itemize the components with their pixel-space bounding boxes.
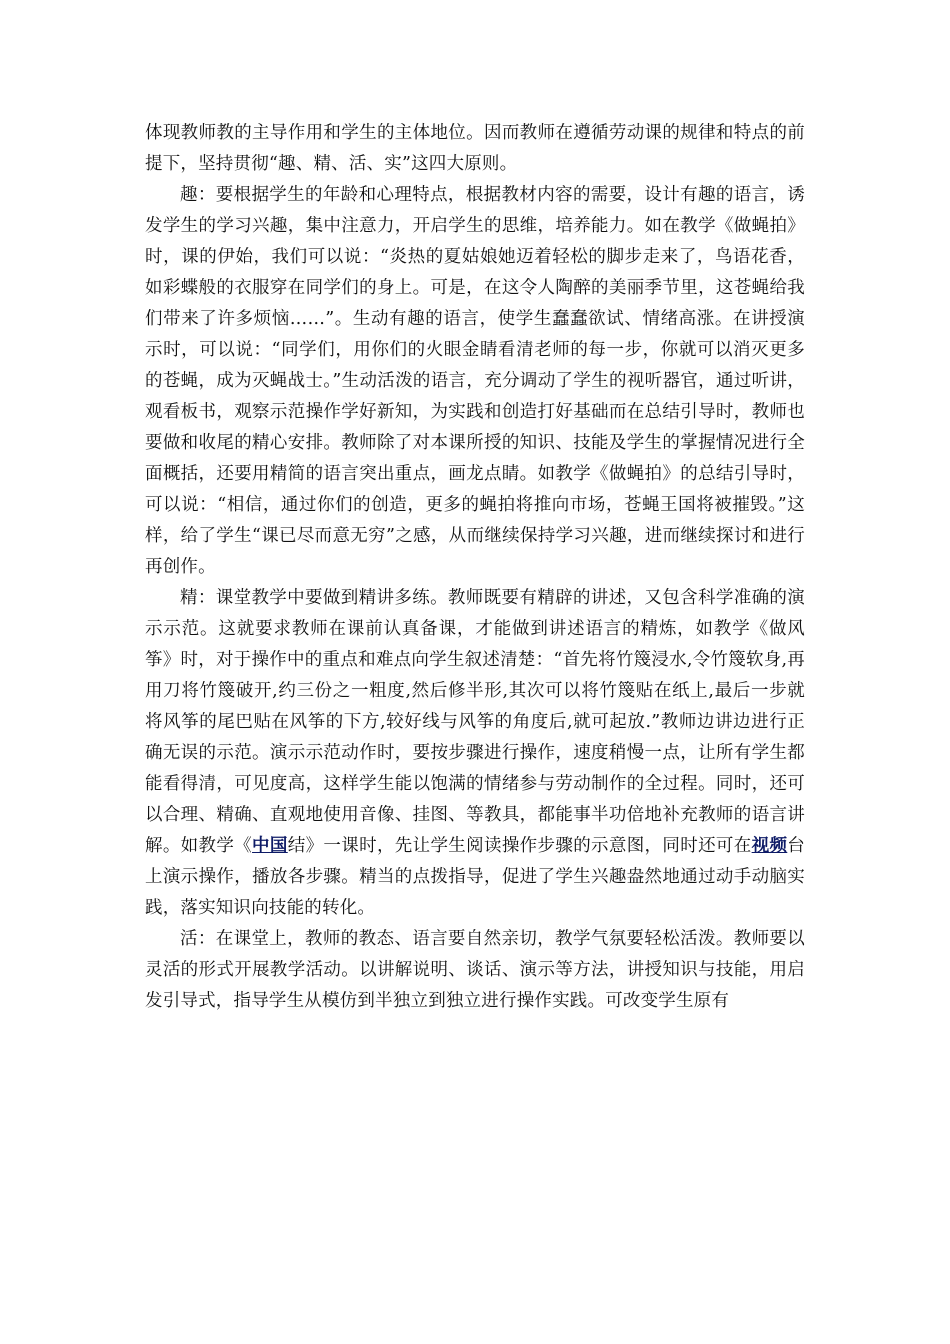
link-zhongguo[interactable]: 中国 xyxy=(252,836,288,856)
paragraph-intro xyxy=(145,118,805,180)
link-shipin[interactable]: 视频 xyxy=(751,836,788,856)
paragraph-qu xyxy=(145,180,805,583)
paragraph-text: 活：在课堂上，教师的教态、语言要自然亲切，教学气氛要轻松活泼。教师要以灵活的形式开展教学活动。以讲解说明、谈话、演示等方法，讲授知识与技能，用启发引导式，指导学生从模仿到半独立到独立进行操作实践。可改变学生原有 xyxy=(145,929,805,1011)
document-body xyxy=(145,118,805,1017)
paragraph-text: 精：课堂教学中要做到精讲多练。教师既要有精辟的讲述，又包含科学准确的演示示范。这就要求教师在课前认真备课，才能做到讲述语言的精炼，如教学《做风筝》时，对于操作中的重点和难点向学生叙述清楚：“首先将竹篾浸水,令竹篾软身,再用刀将竹篾破开,约三份之一粗度,然后修半形,其次可以将竹篾贴在纸上,最后一步就将风筝的尾巴贴在风筝的下方,较好线与风筝的角度后,就可起放.”教师边讲边进行正确无误的示范。演示示范动作时，要按步骤进行操作，速度稍慢一点，让所有学生都能看得清，可见度高，这样学生能以饱满的情绪参与劳动制作的全过程。同时，还可以合理、精确、直观地使用音像、挂图、等教具，都能事半功倍地补充教师的语言讲解。如教学《 xyxy=(145,588,805,856)
paragraph-jing xyxy=(145,583,805,924)
paragraph-huo xyxy=(145,924,805,1017)
paragraph-text: 体现教师教的主导作用和学生的主体地位。因而教师在遵循劳动课的规律和特点的前提下，坚持贯彻“趣、精、活、实”这四大原则。 xyxy=(145,123,805,174)
paragraph-text: 趣：要根据学生的年龄和心理特点，根据教材内容的需要，设计有趣的语言，诱发学生的学习兴趣，集中注意力，开启学生的思维，培养能力。如在教学《做蝇拍》时，课的伊始，我们可以说：“炎热的夏姑娘她迈着轻松的脚步走来了，鸟语花香，如彩蝶般的衣服穿在同学们的身上。可是，在这令人陶醉的美丽季节里，这苍蝇给我们带来了许多烦恼……”。生动有趣的语言，使学生蠢蠢欲试、情绪高涨。在讲授演示时，可以说：“同学们，用你们的火眼金睛看清老师的每一步，你就可以消灭更多的苍蝇，成为灭蝇战士。”生动活泼的语言，充分调动了学生的视听器官，通过听讲，观看板书，观察示范操作学好新知，为实践和创造打好基础而在总结引导时，教师也要做和收尾的精心安排。教师除了对本课所授的知识、技能及学生的掌握情况进行全面概括，还要用精简的语言突出重点，画龙点睛。如教学《做蝇拍》的总结引导时，可以说：“相信，通过你们的创造，更多的蝇拍将推向市场，苍蝇王国将被摧毁。”这样，给了学生“课已尽而意无穷”之感，从而继续保持学习兴趣，进而继续探讨和进行再创作。 xyxy=(145,185,805,577)
paragraph-text: 结》一课时，先让学生阅读操作步骤的示意图，同时还可在 xyxy=(287,836,752,856)
paragraph-text: 台上演示操作，播放各步骤。精当的点拨指导，促进了学生兴趣盎然地通过动手动脑实践，落实知识向技能的转化。 xyxy=(145,836,805,918)
